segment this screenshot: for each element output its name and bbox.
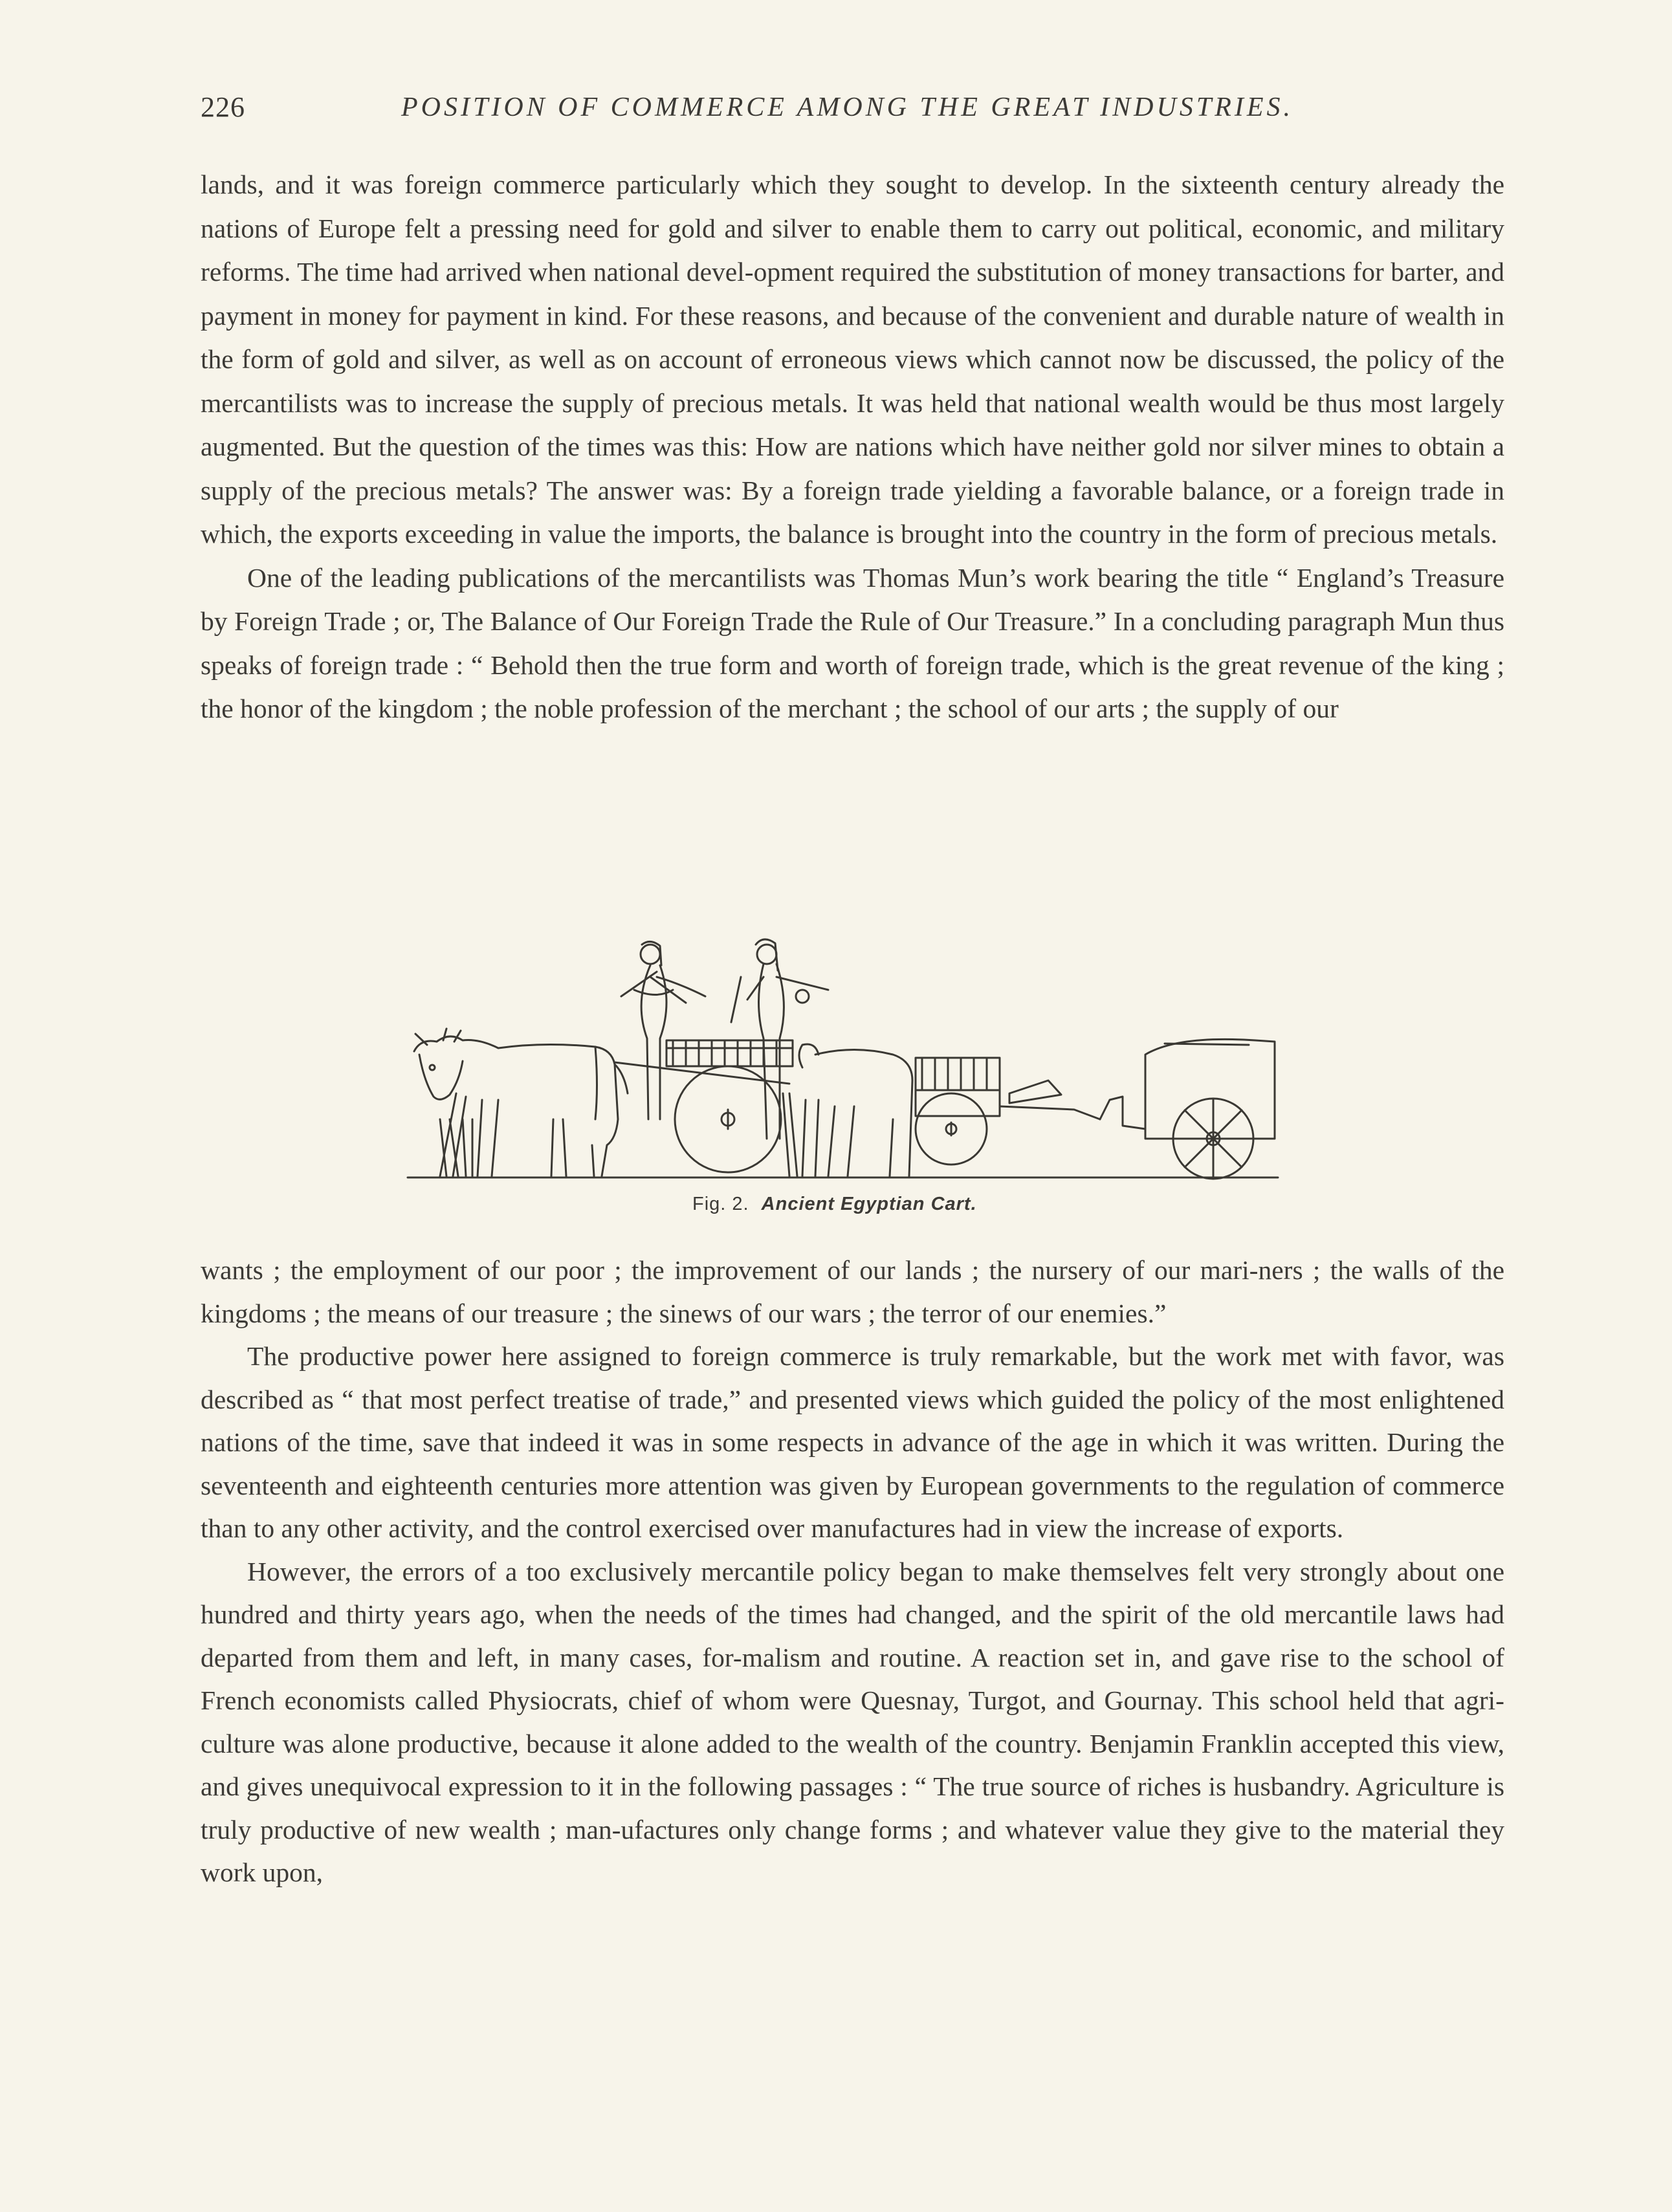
driver-figure-2 (731, 939, 828, 1139)
paragraph: lands, and it was foreign commerce particularly which they sought to develop. In the sixteenth century already the nations of Europe felt a pressing need for gold and silver to enable them to carry out political, economic, and military reforms. The time had arrived when national devel-opment required the substitution of money transactions for barter, and payment in money for payment in kind. For these reasons, and because of the convenient and durable nature of wealth in the form of gold and silver, as well as on account of erroneous views which cannot now be discussed, the policy of the mercantilists was to increase the supply of precious metals. It was held that national wealth would be thus most largely augmented. But the question of the times was this: How are nations which have neither gold nor silver mines to obtain a supply of the precious metals? The answer was: By a foreign trade yielding a favorable balance, or a foreign trade in which, the exports exceeding in value the imports, the balance is brought into the country in the form of precious metals. (201, 170, 1504, 549)
page-header (201, 91, 1482, 129)
egyptian-cart-illustration (401, 925, 1307, 1184)
text-block-top (201, 163, 1504, 731)
page-number: 226 (201, 91, 245, 123)
oxen-group-rear (783, 1044, 912, 1176)
running-head: POSITION OF COMMERCE AMONG THE GREAT INDUSTRIES. (401, 93, 1294, 122)
figure-caption (692, 1194, 1081, 1215)
cart-pole (1000, 1080, 1145, 1129)
paragraph: However, the errors of a too exclusively mercantile policy began to make themselves felt very strongly about one hundred and thirty years ago, when the needs of the times had changed, and the spirit of the old mercantile laws had departed from them and left, in many cases, for-malism and routine. A reaction set in, and gave rise to the school of French economists called Physiocrats, chief of whom were Quesnay, Turgot, and Gournay. This school held that agri-culture was alone productive, because it alone added to the wealth of the country. Benjamin Franklin accepted this view, and gives unequivocal expression to it in the following passages : “ The true source of riches is husbandry. Agriculture is truly productive of new wealth ; man-ufactures only change forms ; and whatever value they give to the material they work upon, (201, 1556, 1504, 1887)
paragraph: One of the leading publications of the mercantilists was Thomas Mun’s work bearing the title “ England’s Treasure by Foreign Trade ; or, The Balance of Our Foreign Trade the Rule of Our Treasure.” In a concluding paragraph Mun thus speaks of foreign trade : “ Behold then the true form and worth of foreign trade, which is the great revenue of the king ; the honor of the kingdom ; the noble profession of the merchant ; the school of our arts ; the supply of our (201, 562, 1504, 723)
cart-middle (916, 1058, 1000, 1165)
paragraph: The productive power here assigned to foreign commerce is truly remarkable, but the work met with favor, was described as “ that most perfect treatise of trade,” and presented views which guided the policy of the most enlightened nations of the time, save that indeed it was in some respects in advance of the age in which it was written. During the seventeenth and eighteenth centuries more attention was given by European governments to the regulation of commerce than to any other activity, and the control exercised over manufactures had in view the increase of exports. (201, 1341, 1504, 1543)
text-block-bottom (201, 1249, 1504, 1894)
figure-label: Fig. 2. (692, 1194, 749, 1214)
paragraph: wants ; the employment of our poor ; the improvement of our lands ; the nursery of our mari-ners ; the walls of the kingdoms ; the means of our treasure ; the sinews of our wars ; the terror of our enemies.” (201, 1255, 1504, 1328)
oxen-group-front (414, 1029, 628, 1176)
figure-title: Ancient Egyptian Cart. (761, 1194, 977, 1214)
driver-figure-1 (621, 941, 705, 1119)
cart-rear (1145, 1039, 1275, 1179)
